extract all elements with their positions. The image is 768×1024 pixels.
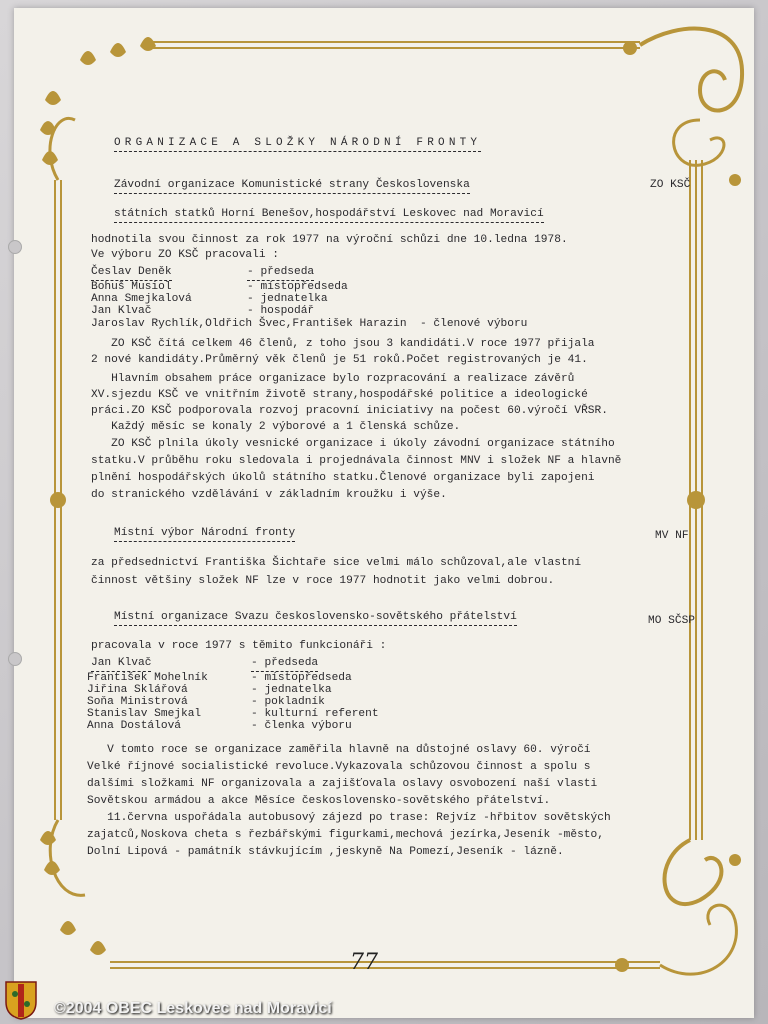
member-name: Bohuš Musiol — [91, 281, 172, 293]
member-name: Jan Klvač — [91, 305, 152, 317]
member-name: Jiřina Sklářová — [87, 684, 188, 696]
body-line: Velké říjnové socialistické revoluce.Vykazovala schůzovou činnost a spolu s — [87, 761, 591, 773]
member-role: - pokladník — [251, 696, 325, 708]
member-name: Stanislav Smejkal — [87, 708, 202, 720]
section-title-zo-ksc: Závodní organizace Komunistické strany Československa — [114, 179, 470, 194]
body-line: činnost většiny složek NF lze v roce 1977 hodnotit jako velmi dobrou. — [91, 575, 555, 587]
body-line: pracovala v roce 1977 s těmito funkcionáři : — [91, 640, 387, 652]
body-line: do stranického vzdělávání v základním kroužku i výše. — [91, 489, 447, 501]
body-line: XV.sjezdu KSČ ve vnitřním životě strany,hospodářské politice a ideologické — [91, 389, 588, 401]
member-role: - kulturní referent — [251, 708, 379, 720]
member-role: - členka výboru — [251, 720, 352, 732]
section-title-mv-nf: Místní výbor Národní fronty — [114, 527, 295, 542]
body-line: Každý měsíc se konaly 2 výborové a 1 členská schůze. — [91, 421, 461, 433]
member-role: - místopředseda — [251, 672, 352, 684]
members-line: Jaroslav Rychlík,Oldřich Švec,František Harazin - členové výboru — [91, 318, 528, 330]
body-line: ZO KSČ plnila úkoly vesnické organizace i úkoly závodní organizace státního — [91, 438, 615, 450]
body-line: hodnotila svou činnost za rok 1977 na výroční schůzi dne 10.ledna 1978. — [91, 234, 568, 246]
chair-name: Česlav Deněk — [91, 266, 172, 281]
member-role: - jednatelka — [247, 293, 328, 305]
member-role: - jednatelka — [251, 684, 332, 696]
chair-role: - předseda — [251, 657, 318, 672]
member-role: - místopředseda — [247, 281, 348, 293]
village-coat-of-arms-icon — [4, 980, 38, 1020]
member-role: - hospodář — [247, 305, 315, 317]
page-number: 77 — [350, 950, 378, 975]
section-abbr-mv-nf: MV NF — [655, 530, 689, 542]
body-line: Hlavním obsahem práce organizace bylo rozpracování a realizace závěrů — [91, 373, 575, 385]
chair-role: - předseda — [247, 266, 314, 281]
body-line: Dolní Lipová - památník stávkujícím ,jeskyně Na Pomezí,Jeseník - lázně. — [87, 846, 564, 858]
body-line: statku.V průběhu roku sledovala i projednávala činnost MNV i složek NF a hlavně — [91, 455, 622, 467]
body-line: Ve výboru ZO KSČ pracovali : — [91, 249, 279, 261]
copyright-footer: ©2004 OBEC Leskovec nad Moravicí — [54, 1000, 332, 1017]
section-abbr-zo-ksc: ZO KSČ — [650, 179, 691, 191]
body-line: práci.ZO KSČ podporovala rozvoj pracovní iniciativy na počest 60.výročí VŘSR. — [91, 405, 608, 417]
body-line: 11.června uspořádala autobusový zájezd po trase: Rejvíz -hřbitov sovětských — [87, 812, 611, 824]
section-abbr-mo-scsp: MO SČSP — [648, 615, 695, 627]
body-line: Sovětskou armádou a akce Měsíce československo-sovětského přátelství. — [87, 795, 551, 807]
body-line: zajatců,Noskova cheta s řezbářskými figurkami,mechová jezírka,Jeseník -město, — [87, 829, 604, 841]
body-line: dalšími složkami NF organizovala a zajišťovala oslavy osvobození naší vlasti — [87, 778, 598, 790]
body-line: za předsednictví Františka Šichtaře sice velmi málo schůzoval,ale vlastní — [91, 557, 582, 569]
member-name: Soňa Ministrová — [87, 696, 188, 708]
member-name: František Mohelník — [87, 672, 208, 684]
member-name: Anna Dostálová — [87, 720, 181, 732]
body-line: ZO KSČ čítá celkem 46 členů, z toho jsou 3 kandidáti.V roce 1977 přijala — [91, 338, 595, 350]
body-line: V tomto roce se organizace zaměřila hlavně na důstojné oslavy 60. výročí — [87, 744, 591, 756]
section-title-mo-scsp: Místní organizace Svazu československo-sovětského přátelství — [114, 611, 517, 626]
member-name: Anna Smejkalová — [91, 293, 192, 305]
body-line: plnění hospodářských úkolů státního statku.Členové organizace byli zapojeni — [91, 472, 595, 484]
section-title-zo-ksc-line2: státních statků Horní Benešov,hospodářství Leskovec nad Moravicí — [114, 208, 544, 223]
body-line: 2 nové kandidáty.Průměrný věk členů je 51 roků.Počet registrovaných je 41. — [91, 354, 588, 366]
page-title: ORGANIZACE A SLOŽKY NÁRODNÍ FRONTY — [114, 137, 481, 152]
chair-name: Jan Klvač — [91, 657, 151, 672]
